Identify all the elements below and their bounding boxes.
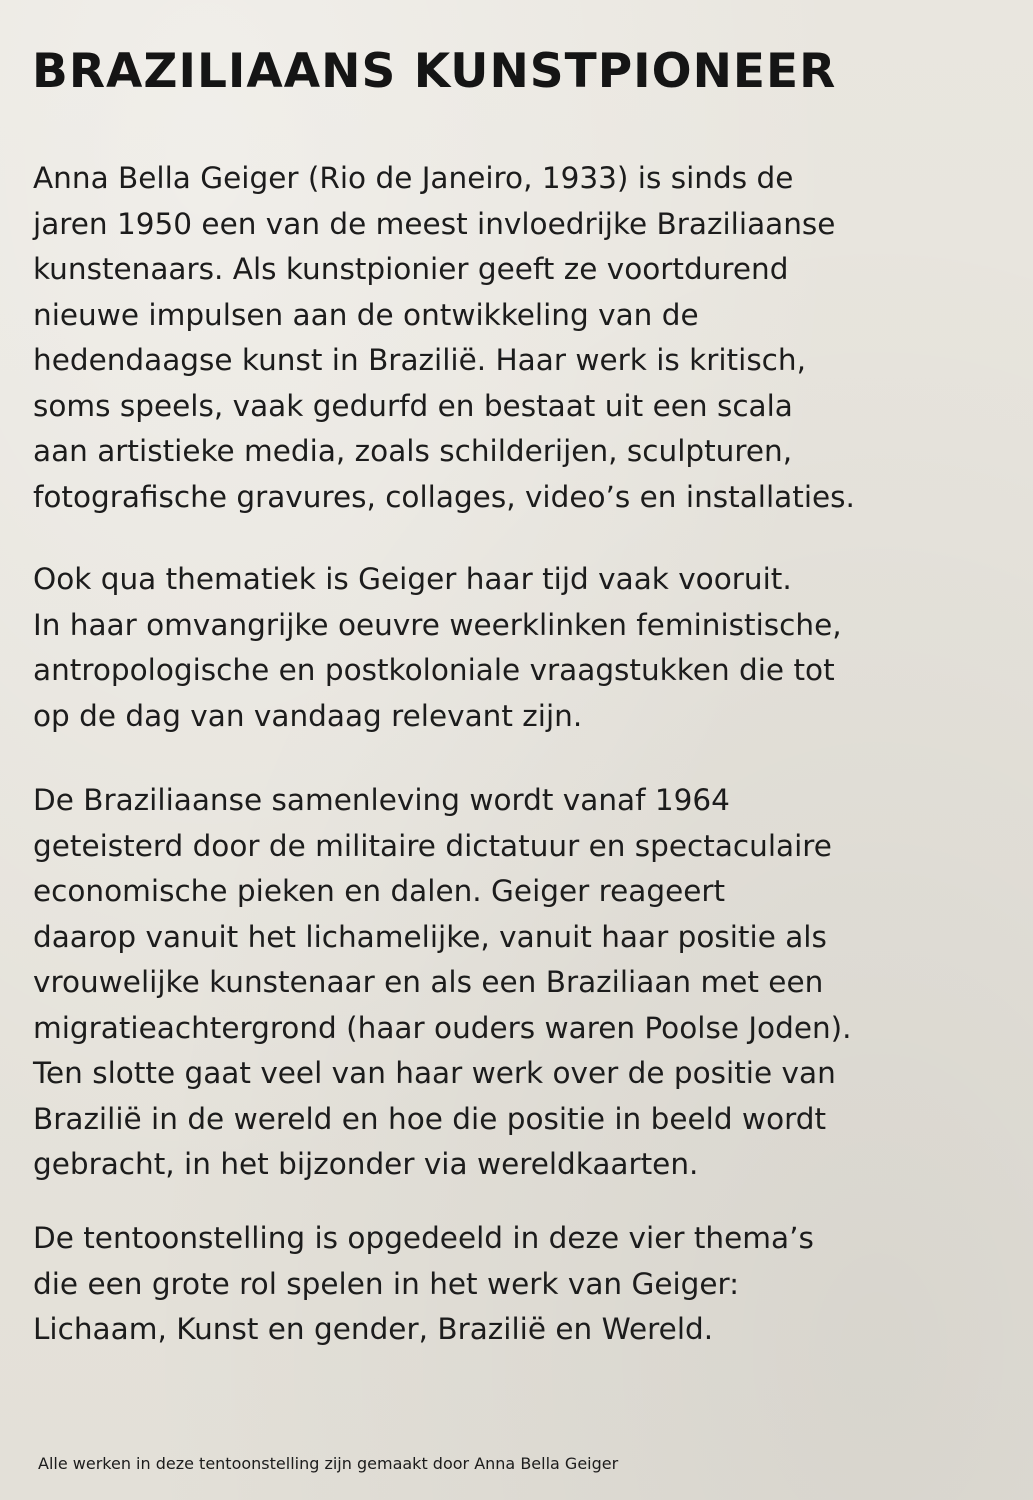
paragraph-introduction: [33, 156, 855, 520]
text-line: Ten slotte gaat veel van haar werk over de positie van: [33, 1056, 836, 1090]
text-line: die een grote rol spelen in het werk van Geiger:: [33, 1266, 740, 1301]
text-line: Ook qua thematiek is Geiger haar tijd vaak vooruit.: [33, 562, 792, 596]
paragraph-context: [33, 778, 852, 1188]
text-line: aan artistieke media, zoals schilderijen, sculpturen,: [33, 434, 793, 468]
text-line: geteisterd door de militaire dictatuur en spectaculaire: [33, 828, 832, 863]
text-line: gebracht, in het bijzonder via wereldkaarten.: [33, 1147, 699, 1181]
text-line: jaren 1950 een van de meest invloedrijke Braziliaanse: [33, 206, 836, 241]
text-line: fotografische gravures, collages, video’s en installaties.: [33, 479, 855, 514]
footnote: Alle werken in deze tentoonstelling zijn gemaakt door Anna Bella Geiger: [38, 1454, 619, 1473]
text-line: migratieachtergrond (haar ouders waren Poolse Joden).: [33, 1010, 852, 1045]
paragraph-themes: [33, 557, 842, 739]
text-line: Anna Bella Geiger (Rio de Janeiro, 1933) is sinds de: [33, 161, 794, 195]
text-line: op de dag van vandaag relevant zijn.: [33, 698, 583, 733]
text-line: economische pieken en dalen. Geiger reageert: [33, 874, 726, 908]
text-line: Brazilië in de wereld en hoe die positie in beeld wordt: [33, 1101, 827, 1136]
text-line: De Braziliaanse samenleving wordt vanaf 1964: [33, 783, 730, 817]
paragraph-exhibition-structure: [33, 1216, 814, 1353]
text-line: kunstenaars. Als kunstpionier geeft ze voortdurend: [33, 252, 789, 286]
text-line: vrouwelijke kunstenaar en als een Braziliaan met een: [33, 965, 824, 999]
text-line: hedendaagse kunst in Brazilië. Haar werk is kritisch,: [33, 343, 806, 377]
text-line: soms speels, vaak gedurfd en bestaat uit een scala: [33, 388, 793, 423]
text-line: nieuwe impulsen aan de ontwikkeling van de: [33, 297, 699, 332]
panel-title: BRAZILIAANS KUNSTPIONEER: [32, 44, 837, 99]
text-line: daarop vanuit het lichamelijke, vanuit haar positie als: [33, 919, 827, 954]
text-line: antropologische en postkoloniale vraagstukken die tot: [33, 653, 835, 687]
text-line: Lichaam, Kunst en gender, Brazilië en Wereld.: [33, 1312, 714, 1346]
text-line: De tentoonstelling is opgedeeld in deze vier thema’s: [33, 1221, 814, 1255]
text-line: In haar omvangrijke oeuvre weerklinken feministische,: [33, 607, 842, 642]
